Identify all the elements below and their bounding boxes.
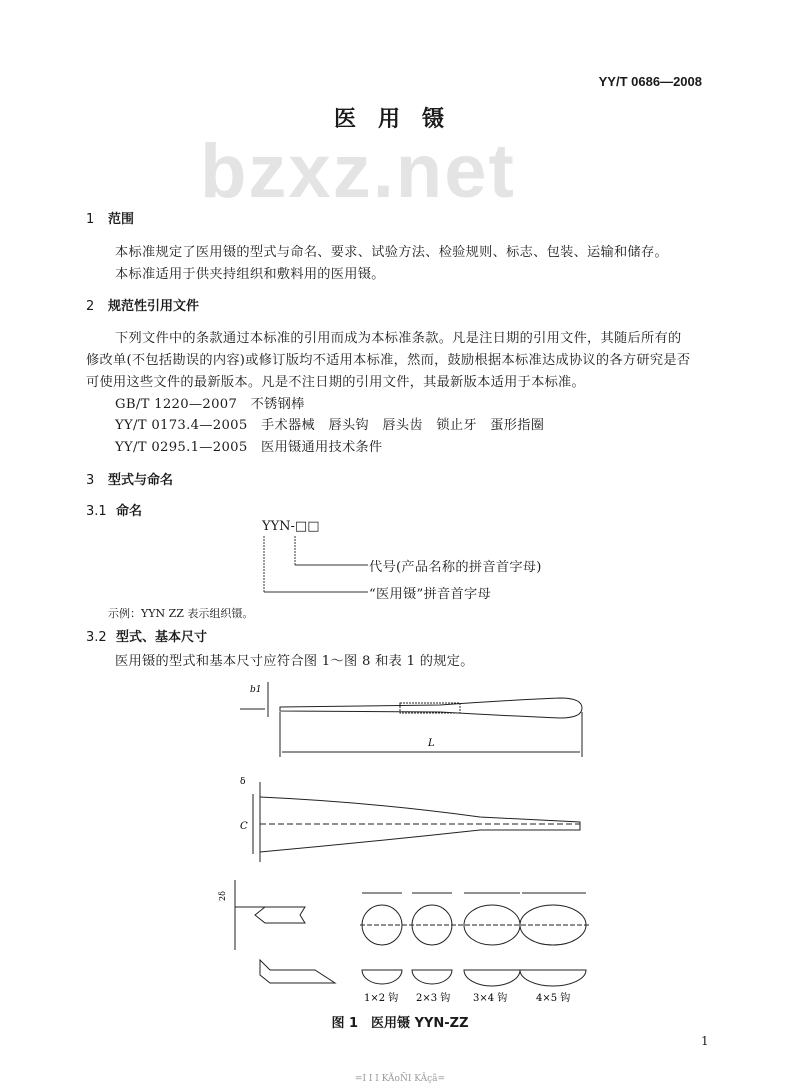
- tooth-label: 1×2 钩: [364, 993, 399, 1004]
- watermark: bzxz.net: [200, 129, 516, 214]
- section-number: 2: [86, 299, 95, 314]
- section-title: 范围: [108, 212, 135, 227]
- reference-item: GB/T 1220—2007 不锈钢棒: [115, 397, 305, 412]
- tooth-label: 3×4 钩: [473, 993, 508, 1004]
- paragraph-line: 修改单(不包括勘误的内容)或修订版均不适用本标准，然而，鼓励根据本标准达成协议的各方研究是否: [86, 353, 691, 368]
- footer-text: =I I I KÃoÑI KÂçã=: [354, 1074, 446, 1084]
- section-title: 型式、基本尺寸: [116, 630, 208, 645]
- naming-leader-lines: [250, 536, 370, 600]
- prefix-label: “医用镊”拼音首字母: [369, 587, 491, 602]
- section-3-heading: [86, 469, 173, 488]
- dim-2delta: 2δ: [218, 891, 227, 901]
- dim-L: L: [428, 738, 435, 749]
- naming-code: YYN-□□: [262, 519, 320, 534]
- section-title: 规范性引用文件: [108, 299, 200, 314]
- code-label: 代号(产品名称的拼音首字母): [369, 560, 542, 575]
- section-number: 3.2: [86, 630, 107, 645]
- tooth-details-drawing: [210, 875, 600, 1007]
- paragraph-line: 本标准适用于供夹持组织和敷料用的医用镊。: [115, 267, 385, 282]
- example-note: 示例：YYN ZZ 表示组织镊。: [108, 607, 254, 620]
- section-2-heading: [86, 295, 199, 314]
- paragraph-line: 本标准规定了医用镊的型式与命名、要求、试验方法、检验规则、标志、包装、运输和储存。: [115, 245, 668, 260]
- paragraph-line: 可使用这些文件的最新版本。凡是不注日期的引用文件，其最新版本适用于本标准。: [86, 375, 586, 390]
- section-title: 命名: [116, 504, 143, 519]
- reference-item: YY/T 0173.4—2005 手术器械 唇头钩 唇头齿 锁止牙 蛋形指圈: [115, 418, 545, 433]
- section-3-2-heading: [86, 626, 207, 645]
- page-title: 医用镊: [333, 107, 466, 132]
- section-3-1-heading: [86, 500, 142, 519]
- paragraph-line: 下列文件中的条款通过本标准的引用而成为本标准条款。凡是注日期的引用文件，其随后所有的: [115, 331, 682, 346]
- section-1-heading: [86, 208, 134, 227]
- section-number: 3: [86, 473, 95, 488]
- page-number: 1: [701, 1034, 709, 1048]
- paragraph-line: 医用镊的型式和基本尺寸应符合图 1～图 8 和表 1 的规定。: [115, 654, 474, 669]
- tooth-label: 2×3 钩: [416, 993, 451, 1004]
- section-number: 3.1: [86, 504, 107, 519]
- standard-number: YY/T 0686—2008: [598, 74, 702, 89]
- reference-item: YY/T 0295.1—2005 医用镊通用技术条件: [115, 440, 383, 455]
- forceps-drawing: [220, 672, 600, 870]
- figure-caption: 图 1 医用镊 YYN-ZZ: [331, 1016, 469, 1031]
- section-title: 型式与命名: [108, 473, 174, 488]
- tooth-label: 4×5 钩: [536, 993, 571, 1004]
- dim-b1: b1: [250, 685, 262, 695]
- section-number: 1: [86, 212, 95, 227]
- dim-delta: δ: [240, 777, 246, 787]
- dim-C: C: [240, 821, 248, 832]
